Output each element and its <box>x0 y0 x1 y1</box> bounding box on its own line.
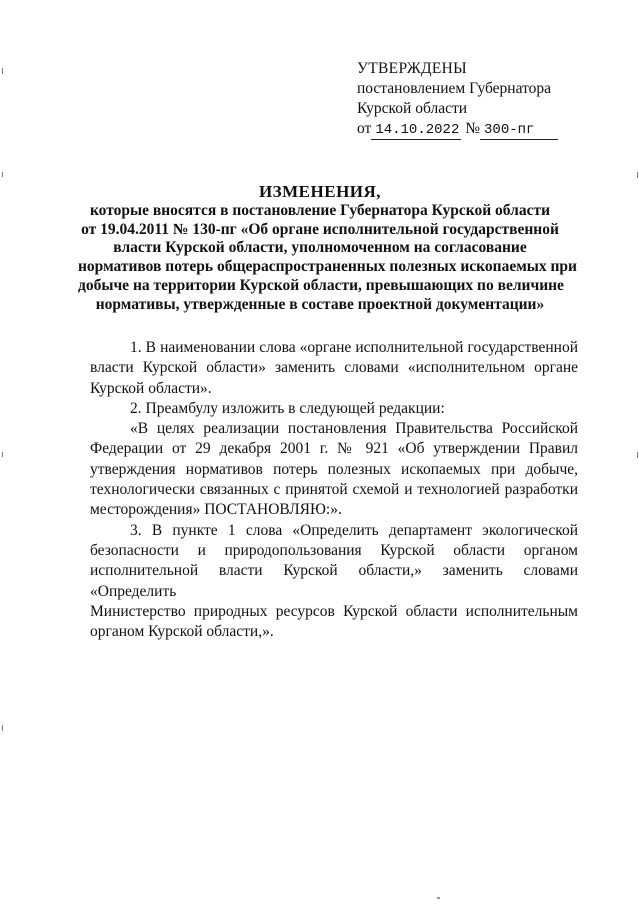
paragraph-line: исполнительной власти Курской области,» заменить словами «Определить <box>90 562 578 600</box>
scan-edge-mark <box>637 452 638 458</box>
scan-edge-mark <box>2 725 3 731</box>
title-main: ИЗМЕНЕНИЯ, <box>258 182 382 201</box>
scan-dot <box>437 897 440 899</box>
paragraph-line: месторождения» ПОСТАНОВЛЯЮ:». <box>90 501 342 519</box>
date-prefix: от <box>357 120 372 137</box>
scan-edge-mark <box>2 172 3 177</box>
paragraph-line: 3. В пункте 1 слова «Определить департамент экологической <box>130 521 578 539</box>
number-sign: № <box>465 120 481 137</box>
paragraph-line: 1. В наименовании слова «органе исполнительной государственной <box>130 339 578 356</box>
paragraph-line: Курской области». <box>90 379 212 397</box>
document-body <box>90 338 578 642</box>
title-line: нормативы, утвержденные в составе проектной документации» <box>95 295 545 313</box>
paragraph-3 <box>90 419 578 520</box>
paragraph-line: утверждения нормативов потерь полезных ископаемых при добыче, <box>90 460 578 478</box>
title-line: нормативов потерь общераспространенных полезных ископаемых при <box>78 258 577 276</box>
approval-date-line <box>357 119 617 140</box>
paragraph-line: органом Курской области,». <box>90 623 274 641</box>
scan-edge-mark <box>637 172 638 178</box>
paragraph-line: безопасности и природопользования Курской области органом <box>90 541 578 559</box>
approval-stamp <box>357 59 617 140</box>
document-title <box>78 182 577 314</box>
approval-heading: УТВЕРЖДЕНЫ <box>357 60 467 77</box>
approval-line: Курской области <box>357 100 468 117</box>
paragraph-1 <box>90 338 578 399</box>
paragraph-line: власти Курской области» заменить словами «исполнительном органе <box>90 359 578 377</box>
document-number: 300-пг <box>480 122 558 140</box>
paragraph-line: 2. Преамбулу изложить в следующей редакции: <box>130 399 445 417</box>
scan-edge-mark <box>2 452 3 457</box>
scan-edge-mark <box>2 68 3 74</box>
paragraph-2 <box>90 399 578 419</box>
paragraph-line: технологически связанных с принятой схемой и технологией разработки <box>90 481 578 499</box>
title-line: добыче на территории Курской области, превышающих по величине <box>78 276 564 294</box>
approval-line: постановлением Губернатора <box>357 80 552 97</box>
title-line: власти Курской области, уполномоченном на согласование <box>113 239 527 257</box>
title-line: которые вносятся в постановление Губернатора Курской области <box>89 202 551 219</box>
paragraph-4 <box>90 521 578 643</box>
paragraph-line: «В целях реализации постановления Правительства Российской <box>130 420 578 438</box>
paragraph-line: Министерство природных ресурсов Курской области исполнительным <box>90 602 578 620</box>
date-value: 14.10.2022 <box>371 122 461 140</box>
title-line: от 19.04.2011 № 130-пг «Об органе исполнительной государственной <box>81 220 559 238</box>
paragraph-line: Федерации от 29 декабря 2001 г. № 921 «Об утверждении Правил <box>90 440 578 458</box>
